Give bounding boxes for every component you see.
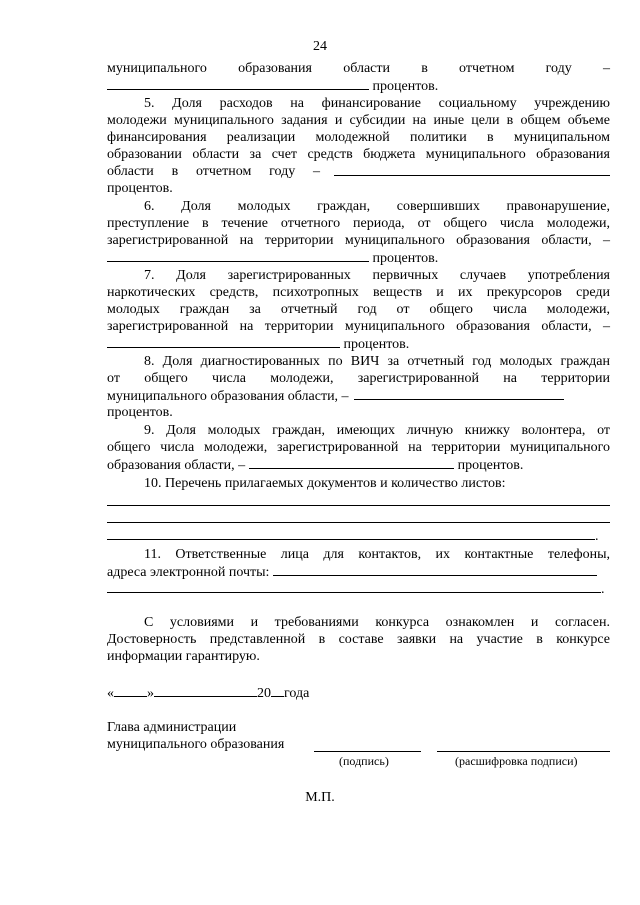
word: –	[312, 164, 320, 179]
date-line	[107, 684, 309, 702]
word: в	[171, 164, 179, 179]
blank-line[interactable]	[107, 77, 369, 90]
month-blank[interactable]	[154, 684, 257, 697]
blank-line[interactable]	[107, 580, 601, 593]
signature-decode-label: (расшифровка подписи)	[455, 754, 578, 768]
signatory-title-line1: Глава администрации	[107, 720, 237, 735]
p5-line5	[107, 163, 610, 180]
p10-line4	[107, 527, 610, 545]
blank-line[interactable]	[107, 335, 340, 348]
p8-line2: от общего числа молодежи, зарегистрированной на территории	[107, 371, 610, 386]
word: области	[343, 61, 390, 76]
p10-line1: 10. Перечень прилагаемых документов и количество листов:	[144, 476, 506, 491]
blank-line[interactable]	[107, 522, 610, 523]
p6-line3: зарегистрированной на территории муниципального образования области, –	[107, 233, 610, 248]
agree-line3: информации гарантирую.	[107, 649, 260, 664]
p9-line1: 9. Доля молодых граждан, имеющих личную книжку волонтера, от	[144, 423, 610, 438]
word: области	[107, 164, 154, 179]
p5-line6: процентов.	[107, 181, 173, 196]
signatory-title-line2: муниципального образования	[107, 737, 285, 752]
p8-line4: процентов.	[107, 405, 173, 420]
blank-line[interactable]	[107, 527, 595, 540]
p9-line2: общего числа молодежи, зарегистрированной на территории муниципального	[107, 440, 610, 455]
p5-line2: молодежи муниципального задания и субсидии на иные цели в общем объеме	[107, 113, 610, 128]
p9-tail: процентов.	[454, 458, 524, 473]
blank-line[interactable]	[334, 163, 610, 176]
signature-label: (подпись)	[339, 754, 389, 768]
p11-line1: 11. Ответственные лица для контактов, их контактные телефоны,	[144, 547, 610, 562]
page-number: 24	[313, 39, 327, 54]
p11-line2	[107, 563, 597, 581]
blank-line[interactable]	[249, 456, 454, 469]
p6-line2: преступление в течение отчетного периода, от общего числа молодежи,	[107, 216, 610, 231]
p6-tail: процентов.	[369, 251, 439, 266]
p7-line4: зарегистрированной на территории муниципального образования области, –	[107, 319, 610, 334]
p6-line4	[107, 249, 438, 267]
quote-open: «	[107, 686, 114, 701]
p5-line4: образовании области за счет средств бюджета муниципального образования	[107, 147, 610, 162]
p8-line1: 8. Доля диагностированных по ВИЧ за отчетный год молодых граждан	[144, 354, 610, 369]
p11-line2-text: адреса электронной почты:	[107, 565, 270, 580]
p7-line5	[107, 335, 409, 353]
word: муниципального	[107, 61, 207, 76]
blank-line[interactable]	[107, 505, 610, 506]
signature-decode-line[interactable]	[437, 751, 610, 752]
word: году	[545, 61, 572, 76]
period: .	[601, 582, 605, 597]
p8-line3	[107, 387, 564, 405]
word: –	[602, 61, 610, 76]
p7-line2: наркотических средств, психотропных веществ и их прекурсоров среди	[107, 285, 610, 300]
blank-line[interactable]	[273, 563, 597, 576]
agree-line1: С условиями и требованиями конкурса ознакомлен и согласен.	[144, 615, 610, 630]
blank-line[interactable]	[107, 249, 369, 262]
p9-line3	[107, 456, 523, 474]
p4-line2	[107, 77, 438, 95]
p4-line1	[107, 60, 610, 77]
p9-line3-text: образования области, –	[107, 458, 246, 473]
p8-line3-text: муниципального образования области, –	[107, 389, 349, 404]
p5-line3: финансирования реализации молодежной политики в муниципальном	[107, 130, 610, 145]
p7-line3: молодых граждан за отчетный год от общего числа молодежи,	[107, 302, 610, 317]
p5-line5-words	[107, 163, 320, 180]
p6-line1: 6. Доля молодых граждан, совершивших правонарушение,	[144, 199, 610, 214]
quote-close: »	[147, 686, 154, 701]
word: году	[269, 164, 296, 179]
p4-tail: процентов.	[369, 79, 439, 94]
year-suffix: года	[284, 686, 310, 701]
p11-line3	[107, 580, 610, 598]
agree-line2: Достоверность представленной в составе заявки на участие в конкурсе	[107, 632, 610, 647]
word: отчетном	[195, 164, 252, 179]
word: отчетном	[459, 61, 515, 76]
blank-line[interactable]	[354, 387, 564, 400]
p7-tail: процентов.	[340, 337, 410, 352]
p7-line1: 7. Доля зарегистрированных первичных случаев употребления	[144, 268, 610, 283]
year-blank[interactable]	[271, 684, 284, 697]
day-blank[interactable]	[114, 684, 147, 697]
signature-line[interactable]	[314, 751, 421, 752]
year-prefix: 20	[257, 686, 271, 701]
period: .	[595, 529, 599, 544]
p5-line1: 5. Доля расходов на финансирование социальному учреждению	[144, 96, 610, 111]
word: образования	[238, 61, 312, 76]
word: в	[421, 61, 428, 76]
stamp-place: М.П.	[305, 790, 335, 805]
